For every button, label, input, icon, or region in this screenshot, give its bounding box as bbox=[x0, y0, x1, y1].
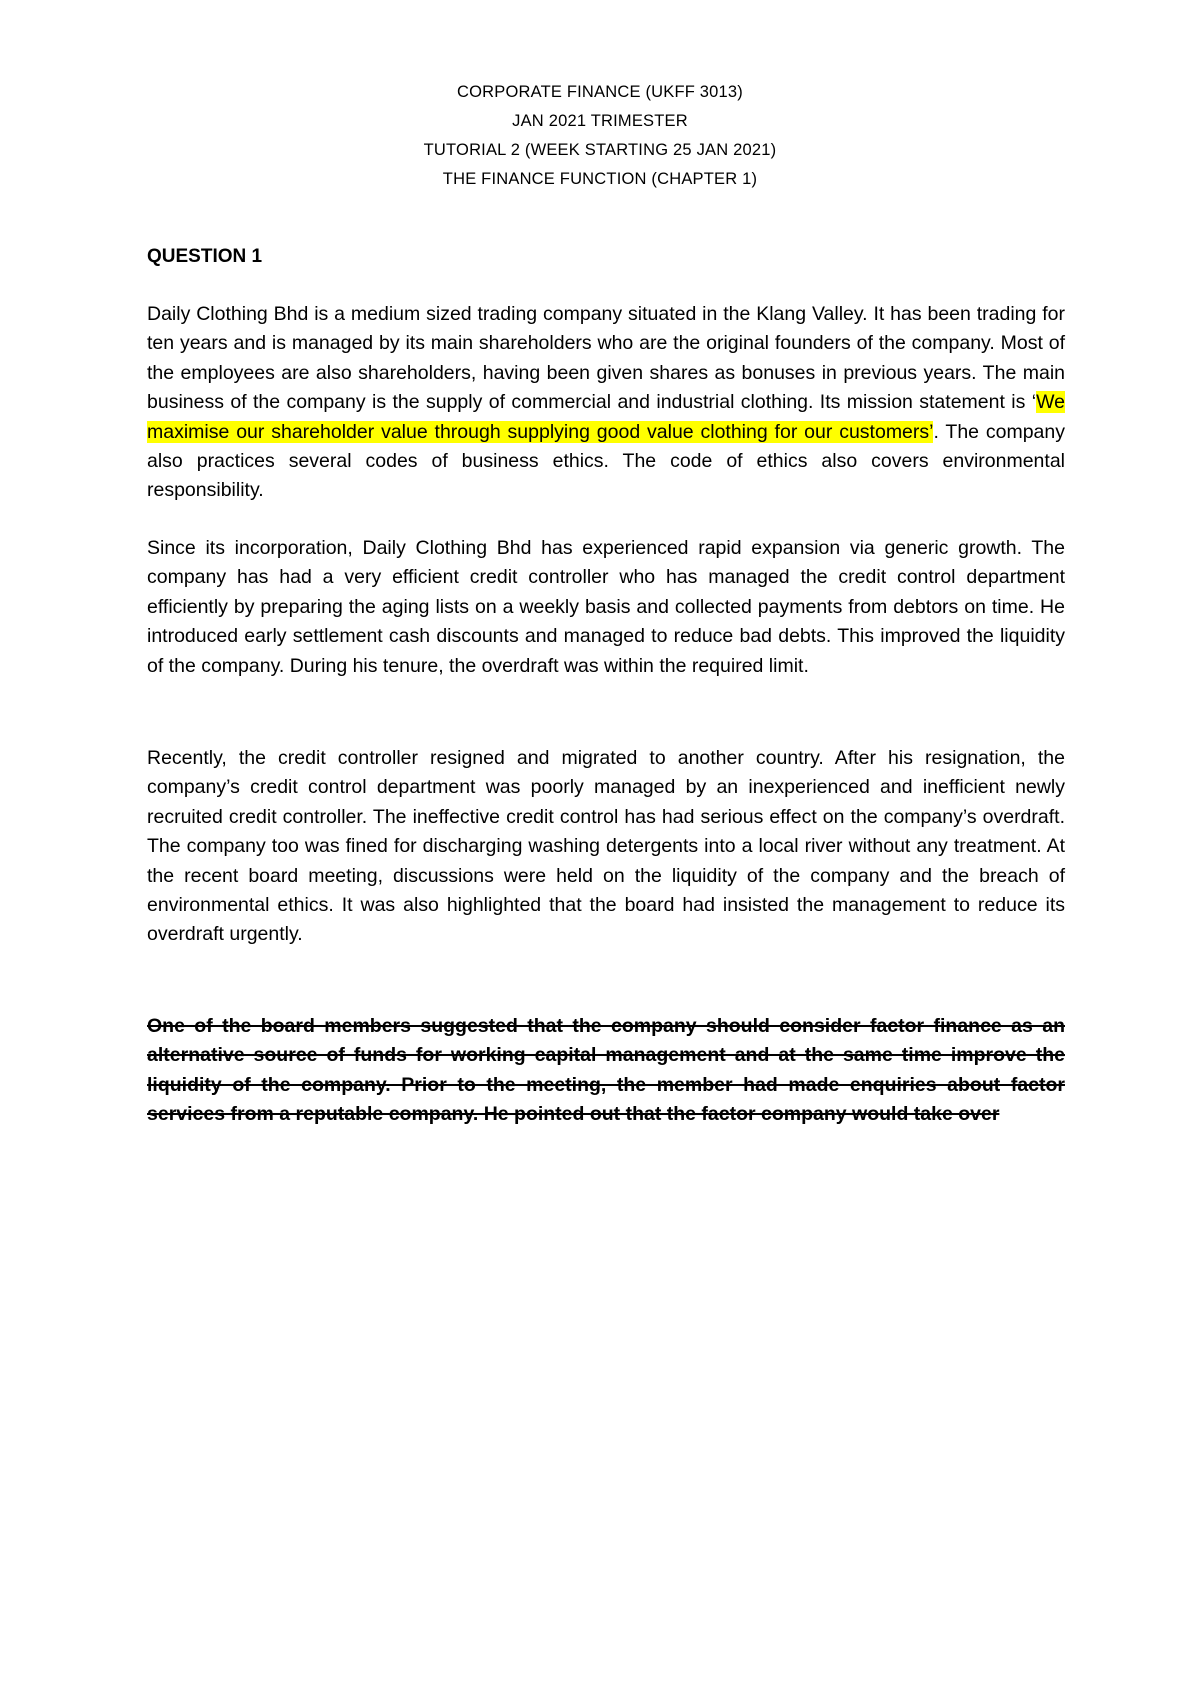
paragraph1-text-before: Daily Clothing Bhd is a medium sized trading company situated in the Klang Valley. It has been trading for ten years and is managed by its main shareholders who are the original founders of the company. Most of the employees are also shareholders, having been given shares as bonuses in previous years. The main business of the company is the supply of commercial and industrial clothing. Its mission statement is ‘ bbox=[147, 303, 1065, 414]
course-title: CORPORATE FINANCE (UKFF 3013) bbox=[456, 83, 744, 101]
paragraph-credit-controller: Since its incorporation, Daily Clothing Bhd has experienced rapid expansion via generic growth. The company has had a very efficient credit controller who has managed the credit control department efficiently by preparing the aging lists on a weekly basis and collected payments from debtors on time. He introduced early settlement cash discounts and managed to reduce bad debts. This improved the liquidity of the company. During his tenure, the overdraft was within the required limit. bbox=[147, 537, 1065, 677]
question-title: QUESTION 1 bbox=[147, 246, 263, 267]
paragraph-company-background bbox=[147, 300, 1065, 506]
paragraph-struck-factor-finance: One of the board members suggested that the company should consider factor finance as an alternative source of funds for working capital management and at the same time improve the liquidity of the company. Prior to the meeting, the member had made enquiries about factor services from a reputable company. He pointed out that the factor company would take over bbox=[147, 1015, 1065, 1126]
mission-statement-highlight: We maximise our shareholder value through supplying good value clothing for our customers’ bbox=[147, 391, 1065, 443]
chapter-line: THE FINANCE FUNCTION (CHAPTER 1) bbox=[442, 170, 758, 188]
paragraph1-text-after: . The company also practices several codes of business ethics. The code of ethics also covers environmental responsibility. bbox=[147, 420, 1065, 502]
document-header bbox=[0, 78, 1200, 194]
tutorial-line: TUTORIAL 2 (WEEK STARTING 25 JAN 2021) bbox=[423, 141, 777, 159]
trimester-line: JAN 2021 TRIMESTER bbox=[512, 112, 688, 130]
paragraph-recent-events: Recently, the credit controller resigned and migrated to another country. After his resignation, the company’s credit control department was poorly managed by an inexperienced and inefficient newly recruited credit controller. The ineffective credit control has had serious effect on the company’s overdraft. The company too was fined for discharging washing detergents into a local river without any treatment. At the recent board meeting, discussions were held on the liquidity of the company and the breach of environmental ethics. It was also highlighted that the board had insisted the management to reduce its overdraft urgently. bbox=[147, 747, 1065, 946]
